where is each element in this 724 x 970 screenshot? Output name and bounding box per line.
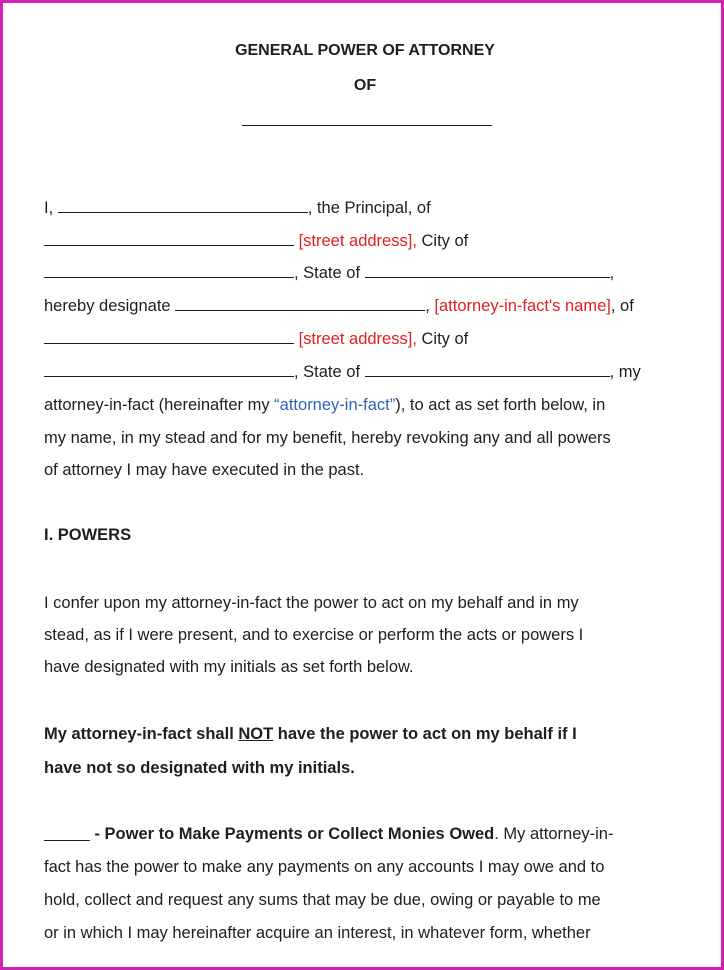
para2-text-b: have the power to act on my behalf if I: [273, 725, 577, 743]
intro-line-8: my name, in my stead and for my benefit, hereby revoking any and all powers: [44, 429, 611, 447]
intro-line-3: [44, 263, 614, 283]
document-page: [3, 3, 724, 970]
street-address-placeholder: [street address],: [298, 232, 417, 250]
document-title: GENERAL POWER OF ATTORNEY: [235, 42, 495, 59]
city-of-text: City of: [421, 232, 469, 250]
principal-of-text: , the Principal, of: [307, 199, 431, 217]
powers-para2-line2: have not so designated with my initials.: [44, 759, 355, 777]
intro-line-5: [44, 329, 468, 349]
designate-comma: ,: [425, 297, 430, 315]
powers-para1-line3: have designated with my initials as set forth below.: [44, 658, 414, 676]
attorney-name-placeholder: [attorney-in-fact's name]: [434, 297, 611, 315]
aif-text-b: ), to act as set forth below, in: [395, 396, 606, 414]
power-item-title: - Power to Make Payments or Collect Monies Owed: [89, 825, 495, 843]
my-text: , my: [609, 363, 641, 381]
aif-text-a: attorney-in-fact (hereinafter my: [44, 396, 275, 414]
trailing-comma: ,: [609, 264, 615, 282]
state-of-text: , State of: [294, 264, 361, 282]
power-item-line1: [44, 824, 613, 844]
para2-text-a: My attorney-in-fact shall: [44, 725, 239, 743]
intro-line-7: [44, 395, 605, 415]
power-item-line3: hold, collect and request any sums that may be due, owing or payable to me: [44, 891, 601, 909]
principal-name-blank[interactable]: [242, 125, 492, 126]
intro-line-4: [44, 296, 634, 316]
powers-para1-line2: stead, as if I were present, and to exercise or perform the acts or powers I: [44, 626, 584, 644]
principal-name-field[interactable]: [58, 198, 308, 213]
intro-line-6: [44, 362, 641, 382]
powers-para1-line1: I confer upon my attorney-in-fact the power to act on my behalf and in my: [44, 594, 579, 612]
of-suffix: , of: [610, 297, 634, 315]
power-item-rest: . My attorney-in-: [494, 825, 614, 843]
city-of-text-2: City of: [421, 330, 469, 348]
principal-city-field[interactable]: [44, 263, 294, 278]
power-item-line4: or in which I may hereinafter acquire an interest, in whatever form, whether: [44, 924, 591, 942]
attorney-city-field[interactable]: [44, 362, 294, 377]
hereby-designate-text: hereby designate: [44, 297, 171, 315]
powers-para2-line1: [44, 724, 577, 744]
intro-line-2: [44, 231, 468, 251]
initials-field[interactable]: _____: [44, 825, 90, 843]
attorney-name-field[interactable]: [175, 296, 425, 311]
intro-line-9: of attorney I may have executed in the past.: [44, 461, 365, 479]
state-of-text-2: , State of: [294, 363, 361, 381]
principal-street-field[interactable]: [44, 231, 294, 246]
attorney-street-field[interactable]: [44, 329, 294, 344]
attorney-state-field[interactable]: [365, 362, 610, 377]
principal-state-field[interactable]: [365, 263, 610, 278]
document-title-of: OF: [353, 77, 377, 94]
section-heading-powers: I. POWERS: [44, 526, 132, 544]
intro-line-1: [44, 198, 431, 218]
aif-defined-term: “attorney-in-fact”: [274, 396, 396, 414]
para2-not: NOT: [238, 725, 274, 743]
i-prefix: I,: [44, 199, 54, 217]
street-address-placeholder-2: [street address],: [298, 330, 417, 348]
power-item-line2: fact has the power to make any payments on any accounts I may owe and to: [44, 858, 605, 876]
